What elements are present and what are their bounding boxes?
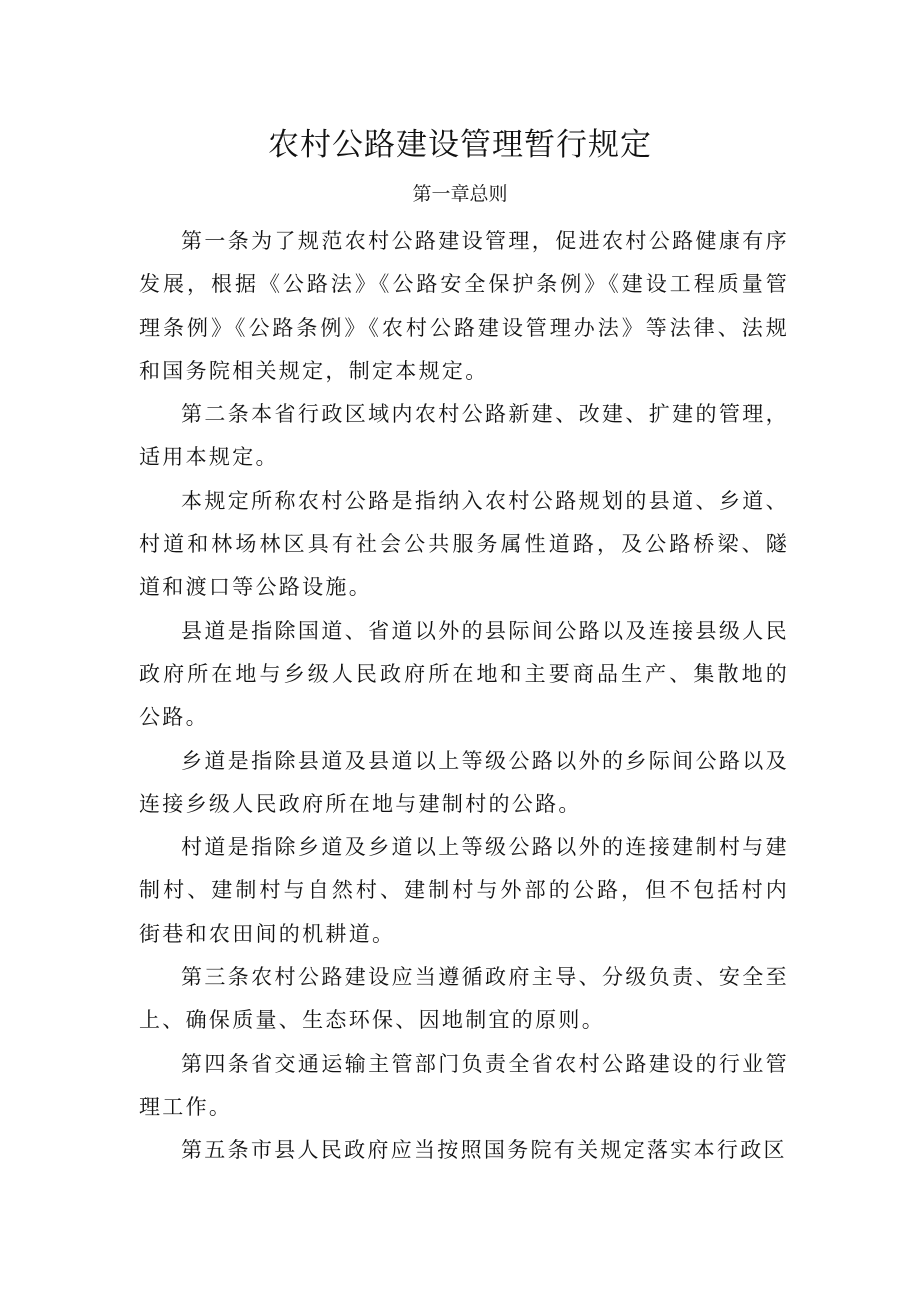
paragraph-township-road: 乡道是指除县道及县道以上等级公路以外的乡际间公路以及连接乡级人民政府所在地与建制村的公路。 [139, 748, 789, 816]
paragraph-village-road: 村道是指除乡道及乡道以上等级公路以外的连接建制村与建制村、建制村与自然村、建制村与外部的公路，但不包括村内街巷和农田间的机耕道。 [139, 835, 789, 946]
document-title: 农村公路建设管理暂行规定 [268, 127, 652, 163]
paragraph-article-2: 第二条本省行政区域内农村公路新建、改建、扩建的管理，适用本规定。 [139, 402, 789, 470]
paragraph-article-5: 第五条市县人民政府应当按照国务院有关规定落实本行政区 [181, 1138, 787, 1163]
paragraph-article-4: 第四条省交通运输主管部门负责全省农村公路建设的行业管理工作。 [139, 1051, 789, 1119]
paragraph-article-3: 第三条农村公路建设应当遵循政府主导、分级负责、安全至上、确保质量、生态环保、因地制宜的原则。 [139, 965, 789, 1033]
paragraph-definition-rural-road: 本规定所称农村公路是指纳入农村公路规划的县道、乡道、村道和林场林区具有社会公共服务属性道路，及公路桥梁、隧道和渡口等公路设施。 [139, 488, 789, 600]
paragraph-county-road: 县道是指除国道、省道以外的县际间公路以及连接县级人民政府所在地与乡级人民政府所在地和主要商品生产、集散地的公路。 [139, 618, 789, 730]
chapter-heading: 第一章总则 [412, 183, 508, 205]
paragraph-article-1: 第一条为了规范农村公路建设管理，促进农村公路健康有序发展，根据《公路法》《公路安全保护条例》《建设工程质量管理条例》《公路条例》《农村公路建设管理办法》等法律、法规和国务院相关规定，制定本规定。 [139, 229, 789, 383]
document-body [139, 220, 789, 1173]
